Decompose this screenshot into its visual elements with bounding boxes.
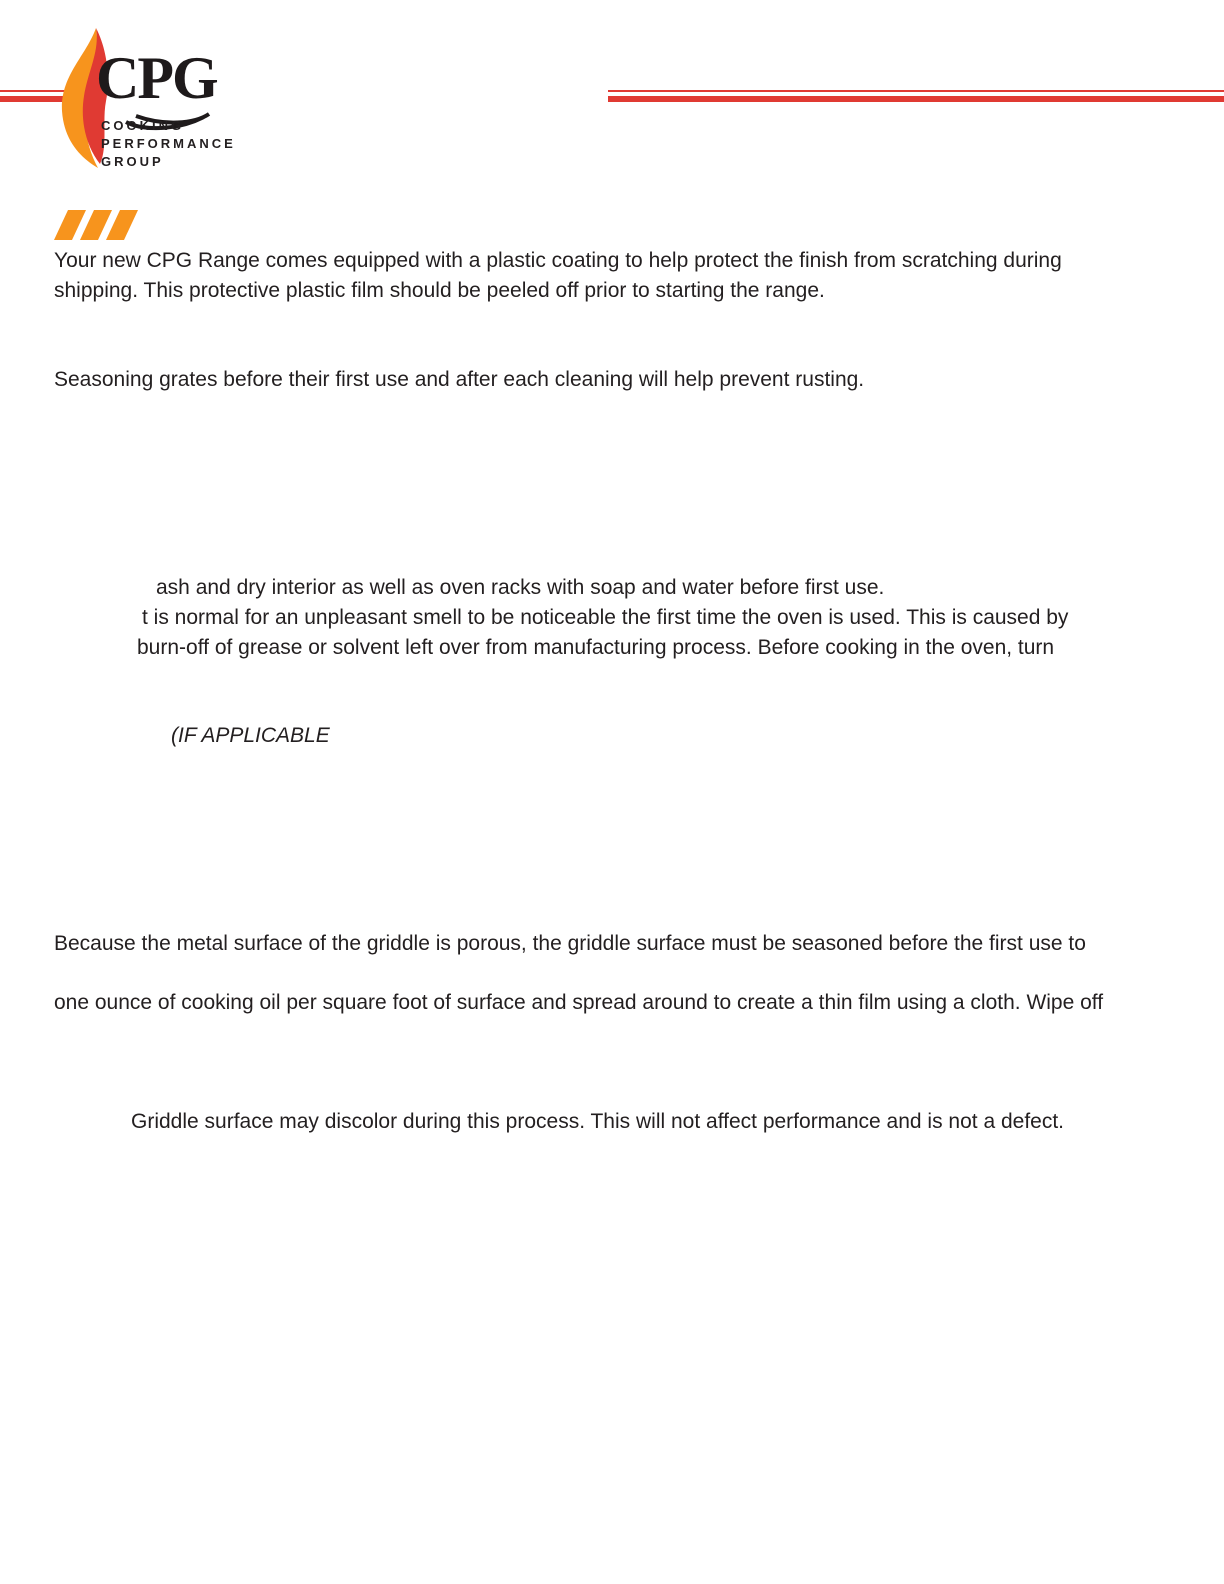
griddle-line-2: one ounce of cooking oil per square foot of surface and spread around to create a thin film using a cloth. Wipe off (54, 991, 1104, 1014)
logo-line-group: GROUP (101, 154, 164, 169)
griddle-line-1: Because the metal surface of the griddle is porous, the griddle surface must be seasoned before the first use to (54, 932, 1086, 955)
cpg-logo (56, 26, 256, 176)
plastic-film-line-1: Your new CPG Range comes equipped with a plastic coating to help protect the finish from scratching during (54, 249, 1062, 272)
logo-line-cooking: COOKING (101, 118, 185, 133)
oven-wash-line: ash and dry interior as well as oven racks with soap and water before first use. (156, 576, 885, 599)
grates-seasoning-text: Seasoning grates before their first use and after each cleaning will help prevent rusting. (54, 368, 865, 391)
griddle-note: Griddle surface may discolor during this process. This will not affect performance and is not a defect. (131, 1110, 1065, 1133)
header-rule-right (608, 90, 1224, 104)
oven-smell-line-2: burn-off of grease or solvent left over from manufacturing process. Before cooking in the oven, turn (137, 636, 1055, 659)
logo-initials: CPG (96, 45, 217, 111)
section-marker-icon (54, 210, 138, 240)
oven-smell-line-1: t is normal for an unpleasant smell to be noticeable the first time the oven is used. This is caused by (142, 606, 1069, 629)
logo-line-performance: PERFORMANCE (101, 136, 236, 151)
plastic-film-line-2: shipping. This protective plastic film should be peeled off prior to starting the range. (54, 279, 825, 302)
if-applicable-label: (IF APPLICABLE (171, 724, 330, 747)
